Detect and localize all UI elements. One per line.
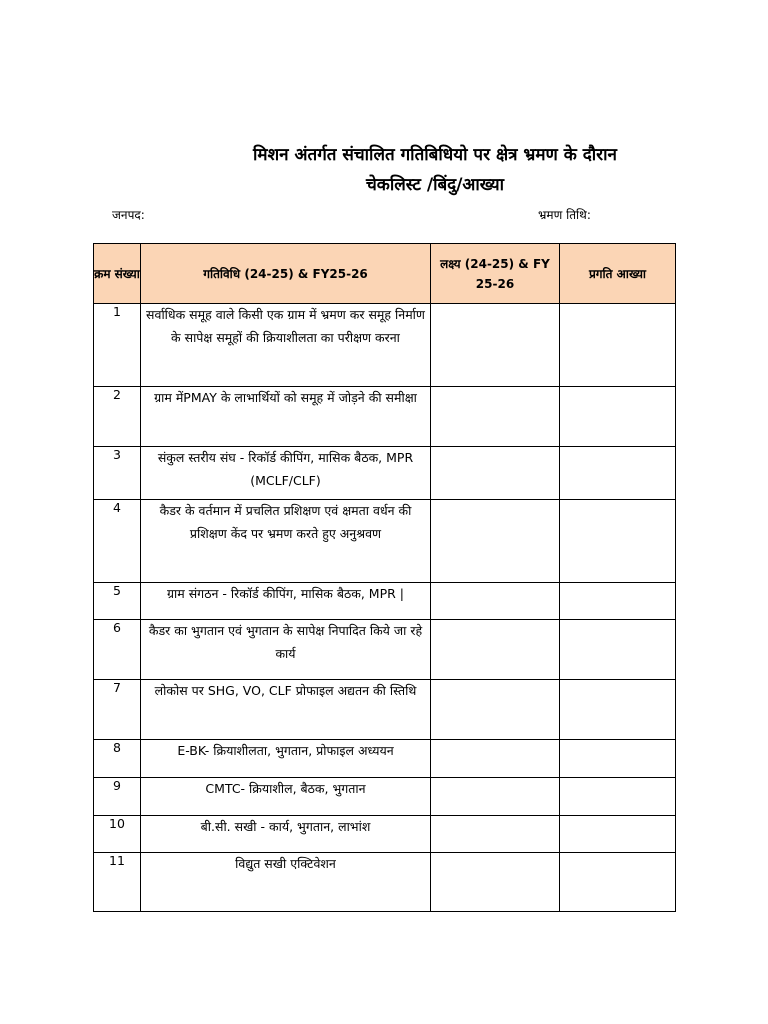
table-row (94, 740, 676, 778)
row-target-cell[interactable] (431, 387, 560, 447)
header-target: लक्ष्य (24-25) & FY 25-26 (431, 244, 560, 304)
row-activity: कैडर का भुगतान एवं भुगतान के सापेक्ष निपादित किये जा रहे कार्य (141, 620, 431, 680)
row-progress-cell[interactable] (560, 447, 676, 500)
row-number: 1 (94, 304, 141, 387)
table-header-row (94, 244, 676, 304)
title-line-2: चेकलिस्ट /बिंदु/आख्या (365, 175, 505, 195)
row-target-cell[interactable] (431, 778, 560, 816)
row-number: 9 (94, 778, 141, 816)
row-activity: ग्राम मेंPMAY के लाभार्थियों को समूह में जोड़ने की समीक्षा (141, 387, 431, 447)
row-progress-cell[interactable] (560, 853, 676, 912)
table-row (94, 387, 676, 447)
row-target-cell[interactable] (431, 816, 560, 853)
row-number: 8 (94, 740, 141, 778)
row-activity: बी.सी. सखी - कार्य, भुगतान, लाभांश (141, 816, 431, 853)
row-progress-cell[interactable] (560, 740, 676, 778)
row-activity: सर्वाधिक समूह वाले किसी एक ग्राम में भ्रमण कर समूह निर्माण के सापेक्ष समूहों की क्रियाशीलता का परीक्षण करना (141, 304, 431, 387)
row-target-cell[interactable] (431, 304, 560, 387)
row-target-cell[interactable] (431, 500, 560, 583)
visit-date-label: भ्रमण तिथि: (538, 208, 591, 222)
row-number: 5 (94, 583, 141, 620)
row-progress-cell[interactable] (560, 583, 676, 620)
row-number: 10 (94, 816, 141, 853)
table-row (94, 853, 676, 912)
row-target-cell[interactable] (431, 583, 560, 620)
header-serial: क्रम संख्या (94, 244, 141, 304)
row-target-cell[interactable] (431, 680, 560, 740)
row-number: 3 (94, 447, 141, 500)
row-activity: कैडर के वर्तमान में प्रचलित प्रशिक्षण एवं क्षमता वर्धन की प्रशिक्षण केंद पर भ्रमण करते हुए अनुश्रवण (141, 500, 431, 583)
row-progress-cell[interactable] (560, 816, 676, 853)
row-number: 4 (94, 500, 141, 583)
table-row (94, 304, 676, 387)
table-row (94, 816, 676, 853)
row-progress-cell[interactable] (560, 387, 676, 447)
table-row (94, 583, 676, 620)
row-number: 2 (94, 387, 141, 447)
table-row (94, 620, 676, 680)
row-progress-cell[interactable] (560, 778, 676, 816)
district-label: जनपद: (112, 208, 145, 222)
header-progress: प्रगति आख्या (560, 244, 676, 304)
row-target-cell[interactable] (431, 620, 560, 680)
row-progress-cell[interactable] (560, 304, 676, 387)
row-activity: लोकोस पर SHG, VO, CLF प्रोफाइल अद्यतन की स्तिथि (141, 680, 431, 740)
table-row (94, 447, 676, 500)
row-target-cell[interactable] (431, 447, 560, 500)
row-number: 11 (94, 853, 141, 912)
row-number: 6 (94, 620, 141, 680)
row-progress-cell[interactable] (560, 500, 676, 583)
row-activity: E-BK- क्रियाशीलता, भुगतान, प्रोफाइल अध्ययन (141, 740, 431, 778)
table-row (94, 500, 676, 583)
header-activity: गतिविधि (24-25) & FY25-26 (141, 244, 431, 304)
row-activity: विद्युत सखी एक्टिवेशन (141, 853, 431, 912)
document-title (200, 140, 670, 200)
row-number: 7 (94, 680, 141, 740)
table-row (94, 778, 676, 816)
row-target-cell[interactable] (431, 853, 560, 912)
title-line-1: मिशन अंतर्गत संचालित गतिबिधियो पर क्षेत्र भ्रमण के दौरान (253, 145, 617, 165)
checklist-table (93, 243, 676, 912)
table-row (94, 680, 676, 740)
row-activity: ग्राम संगठन - रिकॉर्ड कीपिंग, मासिक बैठक, MPR | (141, 583, 431, 620)
row-progress-cell[interactable] (560, 620, 676, 680)
row-progress-cell[interactable] (560, 680, 676, 740)
row-target-cell[interactable] (431, 740, 560, 778)
row-activity: CMTC- क्रियाशील, बैठक, भुगतान (141, 778, 431, 816)
row-activity: संकुल स्तरीय संघ - रिकॉर्ड कीपिंग, मासिक बैठक, MPR (MCLF/CLF) (141, 447, 431, 500)
